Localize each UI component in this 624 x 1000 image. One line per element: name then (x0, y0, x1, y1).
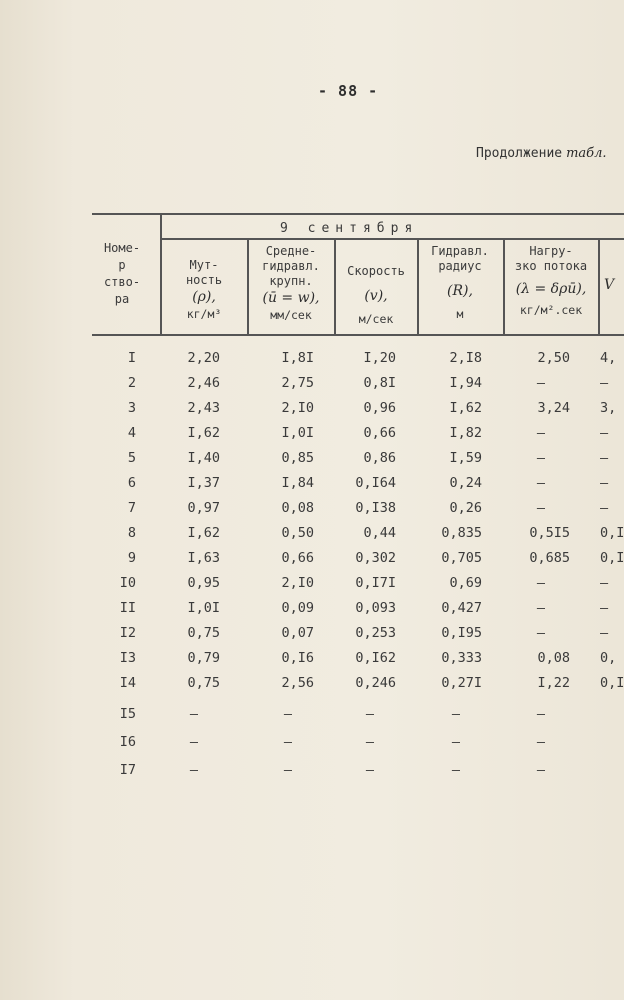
table-row (0, 500, 624, 524)
continuation-caption (476, 146, 607, 161)
table-cell: I,0I (187, 600, 220, 616)
table-cell: – (189, 762, 199, 778)
table-cell: 0,50 (281, 525, 314, 541)
table-cell: – (283, 706, 293, 722)
table-cell: 0,97 (187, 500, 220, 516)
table-cell: – (536, 706, 546, 722)
station-number: 9 (127, 550, 136, 566)
col-header-flow-load: Нагру- зко потока (λ = δρū), кг/м².сек (514, 244, 588, 317)
date-group-header: 9 сентября (280, 221, 419, 236)
table-row (0, 350, 624, 374)
table-cell: – (600, 475, 609, 491)
table-cell: 0,8I (363, 375, 396, 391)
station-number: 7 (127, 500, 136, 516)
table-cell: 0,07 (281, 625, 314, 641)
station-number: I0 (119, 575, 136, 591)
table-cell: I,94 (449, 375, 482, 391)
table-row (0, 375, 624, 399)
handwritten-table-ref: табл. (566, 146, 607, 161)
table-cell: 0,66 (363, 425, 396, 441)
table-cell: I,63 (187, 550, 220, 566)
table-cell: 0, (600, 650, 617, 666)
table-cell: 3,24 (537, 400, 570, 416)
table-cell: – (451, 734, 461, 750)
table-row (0, 625, 624, 649)
col-header-turbidity: Мут- ность (ρ), кг/м³ (185, 258, 223, 321)
table-cell: 0,I6 (281, 650, 314, 666)
station-number: I4 (119, 675, 136, 691)
table-cell: 2,20 (187, 350, 220, 366)
table-cell: I,82 (449, 425, 482, 441)
table-row (0, 400, 624, 424)
table-cell: 0,685 (529, 550, 570, 566)
table-cell: 0,26 (449, 500, 482, 516)
table-cell: 2,56 (281, 675, 314, 691)
table-cell: I,0I (281, 425, 314, 441)
table-cell: 0,253 (355, 625, 396, 641)
table-cell: 0,86 (363, 450, 396, 466)
table-cell: 0,27I (441, 675, 482, 691)
date-header-rule (160, 238, 624, 240)
table-cell: 0,75 (187, 675, 220, 691)
table-row (0, 575, 624, 599)
table-cell: – (283, 762, 293, 778)
table-cell: 0,85 (281, 450, 314, 466)
table-row (0, 675, 624, 699)
table-cell: 2,43 (187, 400, 220, 416)
station-number: 5 (127, 450, 136, 466)
table-cell: – (189, 706, 199, 722)
table-row (0, 600, 624, 624)
table-cell: – (451, 706, 461, 722)
table-cell: – (600, 625, 609, 641)
station-number: 8 (127, 525, 136, 541)
table-cell: 0,69 (449, 575, 482, 591)
station-number: I3 (119, 650, 136, 666)
table-cell: 0,I (600, 675, 624, 691)
table-cell: – (600, 450, 609, 466)
table-cell: 0,I64 (355, 475, 396, 491)
table-cell: – (600, 425, 609, 441)
table-cell: – (536, 375, 546, 391)
table-cell: – (600, 500, 609, 516)
table-row (0, 475, 624, 499)
table-row (0, 650, 624, 674)
table-cell: – (536, 575, 546, 591)
col-header-velocity: Скорость (v), м/сек (347, 264, 405, 326)
table-cell: – (283, 734, 293, 750)
table-cell: I,8I (281, 350, 314, 366)
station-number: I2 (119, 625, 136, 641)
table-cell: 0,09 (281, 600, 314, 616)
table-cell: I,62 (187, 425, 220, 441)
table-row (0, 706, 624, 730)
row-header: Номе- р ство- ра (103, 241, 141, 306)
table-cell: 2,75 (281, 375, 314, 391)
table-cell: – (365, 762, 375, 778)
table-cell: – (365, 734, 375, 750)
table-cell: – (189, 734, 199, 750)
table-cell: I,37 (187, 475, 220, 491)
table-cell: – (536, 475, 546, 491)
table-row (0, 525, 624, 549)
table-cell: 2,I0 (281, 400, 314, 416)
table-cell: – (365, 706, 375, 722)
station-number: 2 (127, 375, 136, 391)
table-cell: 0,I38 (355, 500, 396, 516)
table-cell: I,62 (449, 400, 482, 416)
table-cell: 0,I (600, 525, 624, 541)
continuation-label: Продолжение (476, 146, 563, 161)
table-row (0, 734, 624, 758)
station-number: 6 (127, 475, 136, 491)
table-cell: I,59 (449, 450, 482, 466)
col-header-hydraulic-size: Средне- гидравл. крупн. (ū = w), мм/сек (262, 244, 320, 322)
col-header-hydraulic-radius: Гидравл. радиус (R), м (431, 244, 489, 321)
table-cell: 0,44 (363, 525, 396, 541)
table-cell: 0,5I5 (529, 525, 570, 541)
table-cell: I,22 (537, 675, 570, 691)
table-cell: 0,093 (355, 600, 396, 616)
table-cell: – (536, 625, 546, 641)
table-cell: 0,96 (363, 400, 396, 416)
table-cell: 0,302 (355, 550, 396, 566)
table-cell: 2,50 (537, 350, 570, 366)
station-number: II (119, 600, 136, 616)
header-bottom-rule (92, 334, 624, 336)
table-row (0, 450, 624, 474)
table-cell: 3, (600, 400, 617, 416)
station-number: I7 (119, 762, 136, 778)
page-number: - 88 - (318, 82, 379, 100)
table-cell: I,62 (187, 525, 220, 541)
table-cell: – (600, 575, 609, 591)
table-cell: 0,I7I (355, 575, 396, 591)
table-cell: 0,66 (281, 550, 314, 566)
station-number: I6 (119, 734, 136, 750)
table-row (0, 550, 624, 574)
table-cell: I,40 (187, 450, 220, 466)
station-number: I (127, 350, 136, 366)
table-cell: 0,I62 (355, 650, 396, 666)
table-cell: 0,I (600, 550, 624, 566)
table-cell: 0,246 (355, 675, 396, 691)
table-cell: – (600, 600, 609, 616)
table-cell: 0,79 (187, 650, 220, 666)
table-cell: – (536, 762, 546, 778)
table-cell: 2,46 (187, 375, 220, 391)
table-cell: 0,705 (441, 550, 482, 566)
table-cell: – (536, 600, 546, 616)
table-cell: 0,427 (441, 600, 482, 616)
table-cell: I,20 (363, 350, 396, 366)
table-cell: 0,08 (537, 650, 570, 666)
table-cell: 0,95 (187, 575, 220, 591)
table-cell: 0,75 (187, 625, 220, 641)
col-divider-5 (598, 238, 600, 334)
table-cell: – (600, 375, 609, 391)
table-row (0, 425, 624, 449)
station-number: I5 (119, 706, 136, 722)
table-cell: – (536, 450, 546, 466)
table-cell: 0,835 (441, 525, 482, 541)
table-cell: 0,I95 (441, 625, 482, 641)
col-header-partial: V (604, 277, 615, 293)
table-cell: I,84 (281, 475, 314, 491)
table-top-rule (92, 213, 624, 215)
station-number: 4 (127, 425, 136, 441)
table-cell: – (536, 734, 546, 750)
table-row (0, 762, 624, 786)
table-cell: 2,I0 (281, 575, 314, 591)
table-cell: 4, (600, 350, 617, 366)
station-number: 3 (127, 400, 136, 416)
table-cell: – (536, 500, 546, 516)
table-cell: – (536, 425, 546, 441)
table-cell: 0,333 (441, 650, 482, 666)
table-cell: 0,08 (281, 500, 314, 516)
table-cell: – (451, 762, 461, 778)
table-cell: 0,24 (449, 475, 482, 491)
table-cell: 2,I8 (449, 350, 482, 366)
